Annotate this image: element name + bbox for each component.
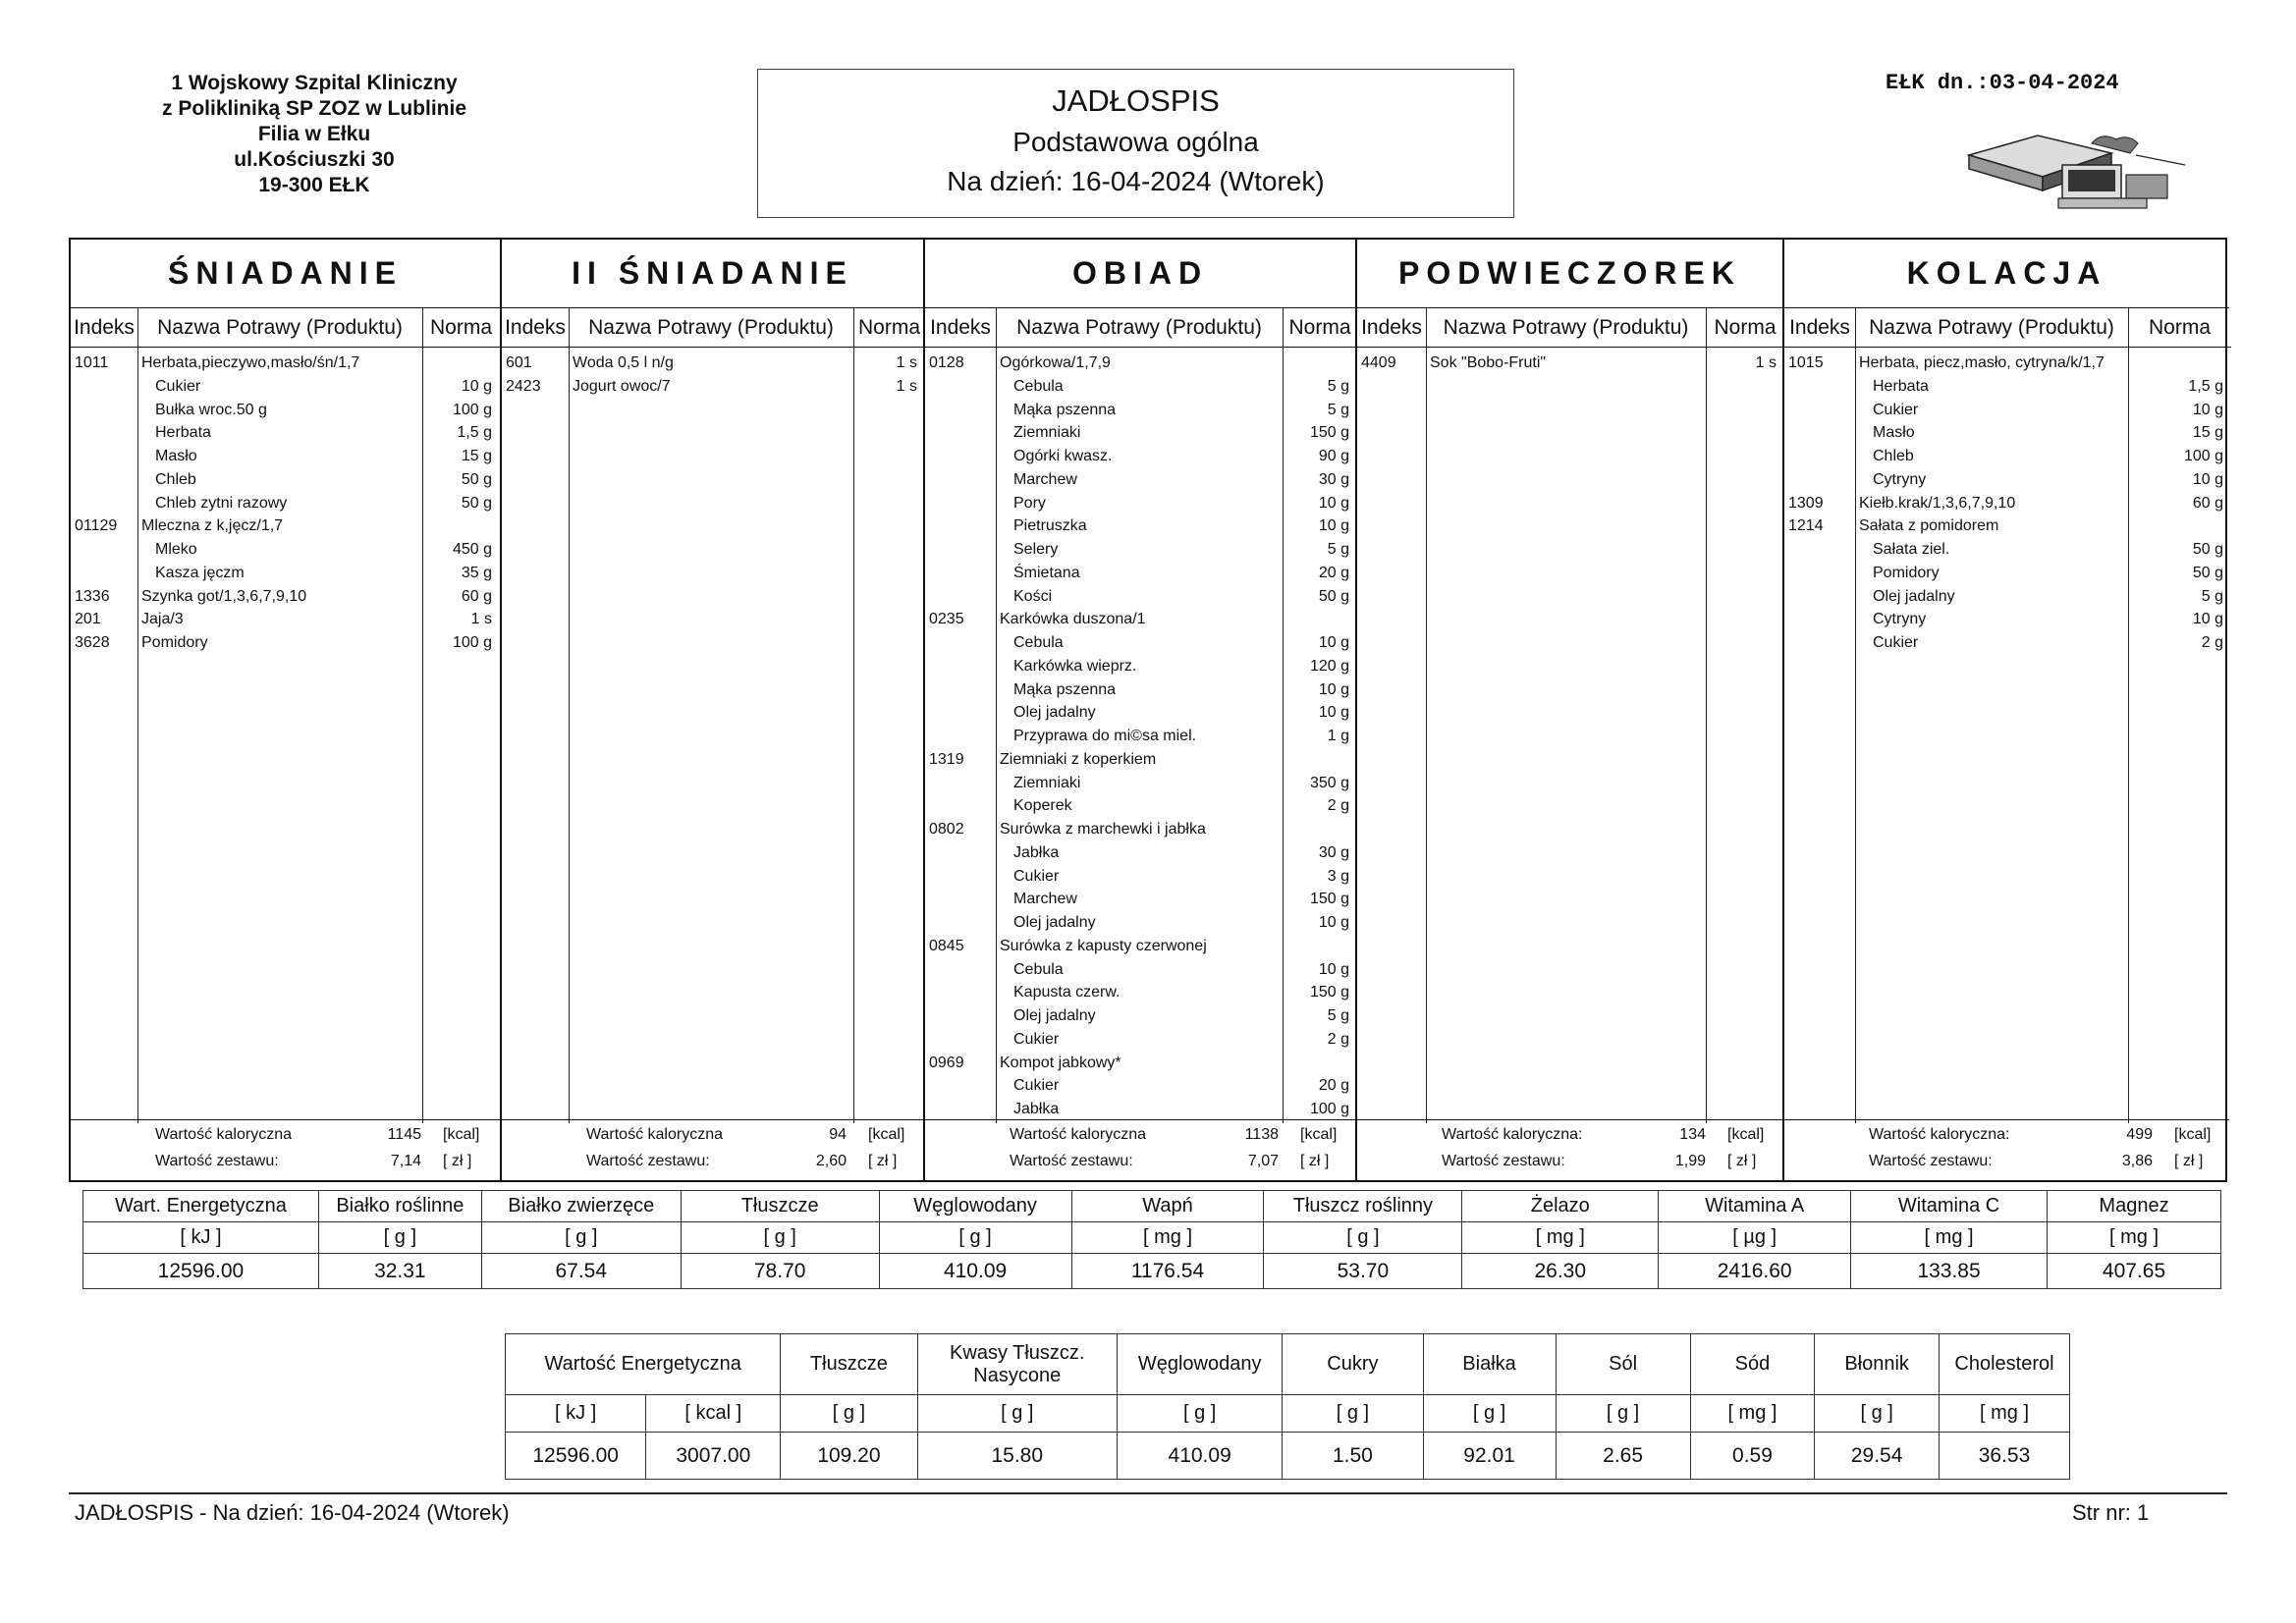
nutrient-unit: [ g ] [481, 1222, 681, 1254]
quantity: 150 g [1309, 984, 1349, 1001]
dish-name: Ziemniaki z koperkiem [1000, 750, 1157, 768]
quantity: 30 g [1318, 470, 1349, 488]
nutrient-value: 12596.00 [83, 1254, 319, 1289]
label-nutrient-name: Węglowodany [1118, 1334, 1283, 1395]
dish-index: 1214 [1788, 517, 1824, 535]
label-nutrient-name: Kwasy Tłuszcz. Nasycone [917, 1334, 1118, 1395]
ingredient-name: Cytryny [1873, 470, 1927, 488]
quantity: 5 g [1327, 1007, 1349, 1024]
meal-summary [502, 1119, 923, 1180]
ingredient-name: Pietruszka [1013, 517, 1087, 535]
nutrient-unit: [ mg ] [1462, 1222, 1659, 1254]
label-nutrient-unit: [ g ] [1815, 1395, 1940, 1433]
ingredient-name: Cebula [1013, 377, 1064, 395]
quantity: 15 g [2192, 424, 2223, 442]
quantity: 90 g [1318, 448, 1349, 464]
menu-date: Na dzień: 16-04-2024 (Wtorek) [947, 166, 1325, 196]
label-nutrient-name: Błonnik [1815, 1334, 1940, 1395]
cost-label: Wartość zestawu: [1869, 1153, 1993, 1169]
nutrient-value: 26.30 [1462, 1254, 1659, 1289]
quantity: 10 g [1318, 517, 1349, 535]
label-nutrient-unit: [ g ] [1283, 1395, 1423, 1433]
dish-index: 601 [506, 354, 532, 371]
cost-label: Wartość zestawu: [155, 1153, 279, 1169]
column-divider [853, 308, 854, 1123]
nutrient-name: Witamina C [1851, 1191, 2048, 1222]
column-divider [137, 308, 138, 1123]
dish-index: 201 [75, 611, 101, 628]
label-nutrient-value: 0.59 [1690, 1433, 1815, 1480]
ingredient-name: Marchew [1013, 470, 1077, 488]
book-computer-icon [1964, 126, 2190, 214]
ingredient-name: Selery [1013, 541, 1059, 558]
ingredient-name: Cukier [1013, 1030, 1060, 1048]
ingredient-name: Kasza jęczm [155, 564, 245, 581]
dish-name: Kompot jabkowy* [1000, 1054, 1121, 1071]
kcal-value: 1138 [1244, 1126, 1279, 1143]
ingredient-name: Cukier [1013, 867, 1060, 885]
cost-value: 3,86 [2121, 1153, 2153, 1169]
dish-name: Herbata, piecz,masło, cytryna/k/1,7 [1859, 354, 2105, 371]
meal-column [1355, 240, 1782, 1180]
col-header-name: Nazwa Potrawy (Produktu) [137, 308, 422, 348]
hospital-address [118, 71, 511, 198]
label-nutrient-value: 109.20 [781, 1433, 917, 1480]
nutrient-name: Witamina A [1659, 1191, 1851, 1222]
quantity: 20 g [1318, 1077, 1349, 1095]
column-divider [996, 308, 997, 1123]
dish-index: 0235 [929, 611, 964, 628]
ingredient-name: Herbata [1873, 377, 1929, 395]
cost-value: 2,60 [815, 1153, 847, 1169]
label-nutrient-name: Tłuszcze [781, 1334, 917, 1395]
dish-index: 0802 [929, 821, 964, 838]
dish-index: 0128 [929, 354, 964, 371]
nutrient-value: 32.31 [318, 1254, 481, 1289]
quantity: 1 g [1327, 728, 1349, 744]
quantity: 100 g [2183, 448, 2223, 464]
page-title: JADŁOSPIS [1052, 83, 1220, 118]
label-nutrient-value: 92.01 [1423, 1433, 1556, 1480]
meal-summary [71, 1119, 500, 1180]
ingredient-name: Ziemniaki [1013, 774, 1081, 791]
dish-index: 1319 [929, 750, 964, 768]
quantity: 10 g [1318, 914, 1349, 931]
ingredient-name: Kości [1013, 587, 1053, 605]
kcal-value: 499 [2126, 1126, 2153, 1143]
label-nutrient-unit: [ g ] [1423, 1395, 1556, 1433]
label-nutrient-name: Cholesterol [1939, 1334, 2069, 1395]
footer-title: JADŁOSPIS - Na dzień: 16-04-2024 (Wtorek) [75, 1500, 510, 1525]
ingredient-name: Chleb [155, 470, 196, 488]
ingredient-name: Cukier [1873, 401, 1919, 418]
nutrient-name: Wapń [1071, 1191, 1264, 1222]
meal-column [923, 240, 1355, 1180]
cost-label: Wartość zestawu: [1442, 1153, 1565, 1169]
meal-title: OBIAD [925, 240, 1355, 308]
ingredient-name: Olej jadalny [1013, 1007, 1096, 1024]
meal-title: ŚNIADANIE [71, 240, 500, 308]
quantity: 50 g [1318, 587, 1349, 605]
nutrient-unit: [ mg ] [2048, 1222, 2221, 1254]
col-header-name: Nazwa Potrawy (Produktu) [996, 308, 1283, 348]
ingredient-name: Marchew [1013, 891, 1077, 908]
dish-name: Herbata,pieczywo,masło/śn/1,7 [141, 354, 360, 371]
col-header-norm: Norma [853, 308, 925, 348]
nutrient-unit: [ g ] [1264, 1222, 1462, 1254]
col-header-index: Indeks [1784, 308, 1855, 348]
quantity: 10 g [2192, 611, 2223, 628]
nutrient-value: 78.70 [681, 1254, 879, 1289]
print-date: EŁK dn.:03-04-2024 [1886, 71, 2119, 95]
label-nutrient-unit: [ mg ] [1690, 1395, 1815, 1433]
quantity: 50 g [461, 494, 492, 512]
dish-name: Szynka got/1,3,6,7,9,10 [141, 587, 307, 605]
column-divider [569, 308, 570, 1123]
dish-name: Sałata z pomidorem [1859, 517, 1999, 535]
dish-index: 2423 [506, 377, 541, 395]
quantity: 10 g [1318, 634, 1349, 651]
quantity: 350 g [1309, 774, 1349, 791]
cost-label: Wartość zestawu: [1010, 1153, 1133, 1169]
cost-unit: [ zł ] [1300, 1153, 1330, 1169]
hospital-line: 1 Wojskowy Szpital Kliniczny [171, 72, 458, 94]
quantity: 2 g [1327, 1030, 1349, 1048]
quantity: 10 g [1318, 960, 1349, 978]
label-nutrient-value: 15.80 [917, 1433, 1118, 1480]
kcal-unit: [kcal] [443, 1126, 480, 1143]
label-nutrient-value: 29.54 [1815, 1433, 1940, 1480]
quantity: 15 g [461, 448, 492, 464]
ingredient-name: Bułka wroc.50 g [155, 401, 267, 418]
col-header-norm: Norma [1283, 308, 1357, 348]
nutrient-unit: [ µg ] [1659, 1222, 1851, 1254]
label-nutrient-unit: [ kcal ] [646, 1395, 781, 1433]
meal-column [1782, 240, 2229, 1180]
dish-name: Mleczna z k,jęcz/1,7 [141, 517, 284, 535]
label-nutrient-unit: [ mg ] [1939, 1395, 2069, 1433]
ingredient-name: Olej jadalny [1013, 704, 1096, 722]
dish-name: Kiełb.krak/1,3,6,7,9,10 [1859, 494, 2016, 512]
label-nutrient-name: Sód [1690, 1334, 1815, 1395]
ingredient-name: Jabłka [1013, 843, 1060, 861]
ingredient-name: Pomidory [1873, 564, 1940, 581]
quantity: 10 g [1318, 680, 1349, 698]
cost-value: 1,99 [1674, 1153, 1706, 1169]
title-box [757, 69, 1514, 218]
nutrient-name: Tłuszcz roślinny [1264, 1191, 1462, 1222]
ingredient-name: Chleb zytni razowy [155, 494, 288, 512]
quantity: 2 g [2201, 634, 2223, 651]
dish-index: 0969 [929, 1054, 964, 1071]
dish-index: 1015 [1788, 354, 1824, 371]
quantity: 450 g [452, 541, 492, 558]
menu-grid [69, 238, 2227, 1182]
nutrient-name: Białko zwierzęce [481, 1191, 681, 1222]
quantity: 1 s [470, 611, 492, 628]
ingredient-name: Olej jadalny [1013, 914, 1096, 931]
hospital-line: ul.Kościuszki 30 [234, 148, 395, 171]
kcal-unit: [kcal] [2174, 1126, 2212, 1143]
kcal-label: Wartość kaloryczna [155, 1126, 292, 1143]
meal-title: II ŚNIADANIE [502, 240, 923, 308]
nutrient-name: Wart. Energetyczna [83, 1191, 319, 1222]
ingredient-name: Herbata [155, 424, 211, 442]
quantity: 60 g [461, 587, 492, 605]
quantity: 5 g [2201, 587, 2223, 605]
ingredient-name: Cukier [1013, 1077, 1060, 1095]
dish-index: 4409 [1361, 354, 1396, 371]
quantity: 50 g [2192, 541, 2223, 558]
dish-index: 1336 [75, 587, 110, 605]
col-header-norm: Norma [1706, 308, 1784, 348]
nutrition-table-label [505, 1333, 2070, 1480]
meal-summary [1784, 1119, 2229, 1180]
dish-index: 1011 [75, 354, 109, 371]
cost-unit: [ zł ] [868, 1153, 898, 1169]
dish-name: Woda 0,5 l n/g [573, 354, 674, 371]
hospital-line: 19-300 EŁK [258, 174, 370, 196]
label-nutrient-unit: [ g ] [917, 1395, 1118, 1433]
quantity: 10 g [2192, 470, 2223, 488]
cost-unit: [ zł ] [2174, 1153, 2204, 1169]
meal-column [500, 240, 923, 1180]
quantity: 1 s [896, 377, 917, 395]
quantity: 3 g [1327, 867, 1349, 885]
ingredient-name: Kapusta czerw. [1013, 984, 1121, 1001]
nutrition-table-main [82, 1190, 2221, 1289]
nutrient-value: 2416.60 [1659, 1254, 1851, 1289]
quantity: 1 s [896, 354, 917, 371]
nutrient-value: 67.54 [481, 1254, 681, 1289]
dish-index: 01129 [75, 517, 118, 535]
quantity: 10 g [461, 377, 492, 395]
diet-type: Podstawowa ogólna [1012, 127, 1259, 157]
quantity: 100 g [452, 401, 492, 418]
ingredient-name: Mąka pszenna [1013, 680, 1117, 698]
meal-title: KOLACJA [1784, 240, 2229, 308]
nutrient-name: Węglowodany [879, 1191, 1071, 1222]
quantity: 120 g [1309, 657, 1349, 675]
nutrient-name: Tłuszcze [681, 1191, 879, 1222]
kcal-label: Wartość kaloryczna [586, 1126, 723, 1143]
label-nutrient-name: Sól [1556, 1334, 1690, 1395]
dish-index: 0845 [929, 937, 964, 954]
label-nutrient-name: Cukry [1283, 1334, 1423, 1395]
quantity: 50 g [2192, 564, 2223, 581]
quantity: 100 g [1309, 1101, 1349, 1117]
col-header-index: Indeks [1357, 308, 1426, 348]
ingredient-name: Jabłka [1013, 1101, 1060, 1117]
dish-name: Pomidory [141, 634, 208, 651]
kcal-label: Wartość kaloryczna [1010, 1126, 1146, 1143]
label-nutrient-unit: [ g ] [1118, 1395, 1283, 1433]
footer-divider [69, 1492, 2227, 1494]
nutrient-value: 410.09 [879, 1254, 1071, 1289]
quantity: 60 g [2192, 494, 2223, 512]
quantity: 1,5 g [2188, 377, 2223, 395]
nutrient-unit: [ mg ] [1851, 1222, 2048, 1254]
kcal-value: 134 [1679, 1126, 1706, 1143]
label-nutrient-value: 12596.00 [506, 1433, 646, 1480]
label-nutrient-value: 3007.00 [646, 1433, 781, 1480]
ingredient-name: Mąka pszenna [1013, 401, 1117, 418]
hospital-line: z Polikliniką SP ZOZ w Lublinie [162, 97, 466, 120]
dish-name: Sok "Bobo-Fruti" [1430, 354, 1547, 371]
quantity: 20 g [1318, 564, 1349, 581]
meal-column [71, 240, 500, 1180]
kcal-unit: [kcal] [868, 1126, 905, 1143]
nutrient-name: Magnez [2048, 1191, 2221, 1222]
nutrient-unit: [ g ] [879, 1222, 1071, 1254]
ingredient-name: Ogórki kwasz. [1013, 448, 1113, 464]
ingredient-name: Masło [155, 448, 197, 464]
col-header-index: Indeks [502, 308, 569, 348]
ingredient-name: Olej jadalny [1873, 587, 1955, 605]
quantity: 10 g [2192, 401, 2223, 418]
ingredient-name: Ziemniaki [1013, 424, 1081, 442]
dish-index: 3628 [75, 634, 110, 651]
label-nutrient-value: 1.50 [1283, 1433, 1423, 1480]
nutrient-unit: [ mg ] [1071, 1222, 1264, 1254]
col-header-index: Indeks [925, 308, 996, 348]
column-divider [1855, 308, 1856, 1123]
quantity: 1 s [1755, 354, 1777, 371]
col-header-name: Nazwa Potrawy (Produktu) [1426, 308, 1706, 348]
ingredient-name: Pory [1013, 494, 1046, 512]
quantity: 5 g [1327, 401, 1349, 418]
ingredient-name: Śmietana [1013, 564, 1080, 581]
cost-unit: [ zł ] [443, 1153, 472, 1169]
cost-unit: [ zł ] [1727, 1153, 1757, 1169]
ingredient-name: Sałata ziel. [1873, 541, 1950, 558]
nutrient-unit: [ g ] [318, 1222, 481, 1254]
col-header-norm: Norma [2128, 308, 2231, 348]
label-nutrient-value: 36.53 [1939, 1433, 2069, 1480]
dish-name: Jaja/3 [141, 611, 184, 628]
quantity: 1,5 g [457, 424, 492, 442]
hospital-line: Filia w Ełku [257, 123, 371, 145]
ingredient-name: Cytryny [1873, 611, 1927, 628]
ingredient-name: Cukier [155, 377, 201, 395]
nutrient-name: Żelazo [1462, 1191, 1659, 1222]
col-header-name: Nazwa Potrawy (Produktu) [569, 308, 853, 348]
ingredient-name: Cukier [1873, 634, 1919, 651]
dish-name: Surówka z kapusty czerwonej [1000, 937, 1207, 954]
dish-index: 1309 [1788, 494, 1824, 512]
ingredient-name: Cebula [1013, 960, 1064, 978]
cost-label: Wartość zestawu: [586, 1153, 710, 1169]
dish-name: Ogórkowa/1,7,9 [1000, 354, 1111, 371]
nutrient-value: 53.70 [1264, 1254, 1462, 1289]
quantity: 50 g [461, 470, 492, 488]
dish-name: Surówka z marchewki i jabłka [1000, 821, 1206, 838]
dish-name: Karkówka duszona/1 [1000, 611, 1146, 628]
cost-value: 7,07 [1247, 1153, 1279, 1169]
meal-summary [925, 1119, 1355, 1180]
quantity: 5 g [1327, 377, 1349, 395]
quantity: 10 g [1318, 494, 1349, 512]
ingredient-name: Cebula [1013, 634, 1064, 651]
ingredient-name: Masło [1873, 424, 1915, 442]
nutrient-value: 407.65 [2048, 1254, 2221, 1289]
label-nutrient-unit: [ g ] [1556, 1395, 1690, 1433]
label-nutrient-unit: [ g ] [781, 1395, 917, 1433]
col-header-index: Indeks [71, 308, 137, 348]
cost-value: 7,14 [390, 1153, 421, 1169]
kcal-value: 94 [829, 1126, 847, 1143]
page-number: Str nr: 1 [2072, 1500, 2150, 1525]
quantity: 35 g [461, 564, 492, 581]
quantity: 10 g [1318, 704, 1349, 722]
ingredient-name: Chleb [1873, 448, 1914, 464]
nutrient-value: 133.85 [1851, 1254, 2048, 1289]
label-nutrient-value: 410.09 [1118, 1433, 1283, 1480]
nutrient-name: Białko roślinne [318, 1191, 481, 1222]
col-header-name: Nazwa Potrawy (Produktu) [1855, 308, 2128, 348]
nutrient-unit: [ g ] [681, 1222, 879, 1254]
col-header-norm: Norma [422, 308, 500, 348]
column-divider [1706, 308, 1707, 1123]
ingredient-name: Koperek [1013, 797, 1072, 815]
quantity: 30 g [1318, 843, 1349, 861]
quantity: 150 g [1309, 424, 1349, 442]
label-nutrient-unit: [ kJ ] [506, 1395, 646, 1433]
label-nutrient-name: Białka [1423, 1334, 1556, 1395]
quantity: 150 g [1309, 891, 1349, 908]
label-nutrient-value: 2.65 [1556, 1433, 1690, 1480]
quantity: 5 g [1327, 541, 1349, 558]
kcal-label: Wartość kaloryczna: [1869, 1126, 2010, 1143]
column-divider [1426, 308, 1427, 1123]
kcal-unit: [kcal] [1727, 1126, 1765, 1143]
dish-name: Jogurt owoc/7 [573, 377, 671, 395]
meal-summary [1357, 1119, 1782, 1180]
nutrient-value: 1176.54 [1071, 1254, 1264, 1289]
meal-title: PODWIECZOREK [1357, 240, 1782, 308]
kcal-unit: [kcal] [1300, 1126, 1338, 1143]
kcal-value: 1145 [387, 1126, 421, 1143]
label-nutrient-name: Wartość Energetyczna [506, 1334, 781, 1395]
ingredient-name: Mleko [155, 541, 197, 558]
nutrient-unit: [ kJ ] [83, 1222, 319, 1254]
kcal-label: Wartość kaloryczna: [1442, 1126, 1583, 1143]
ingredient-name: Przyprawa do mi©sa miel. [1013, 728, 1197, 744]
ingredient-name: Karkówka wieprz. [1013, 657, 1137, 675]
quantity: 2 g [1327, 797, 1349, 815]
quantity: 100 g [452, 634, 492, 651]
